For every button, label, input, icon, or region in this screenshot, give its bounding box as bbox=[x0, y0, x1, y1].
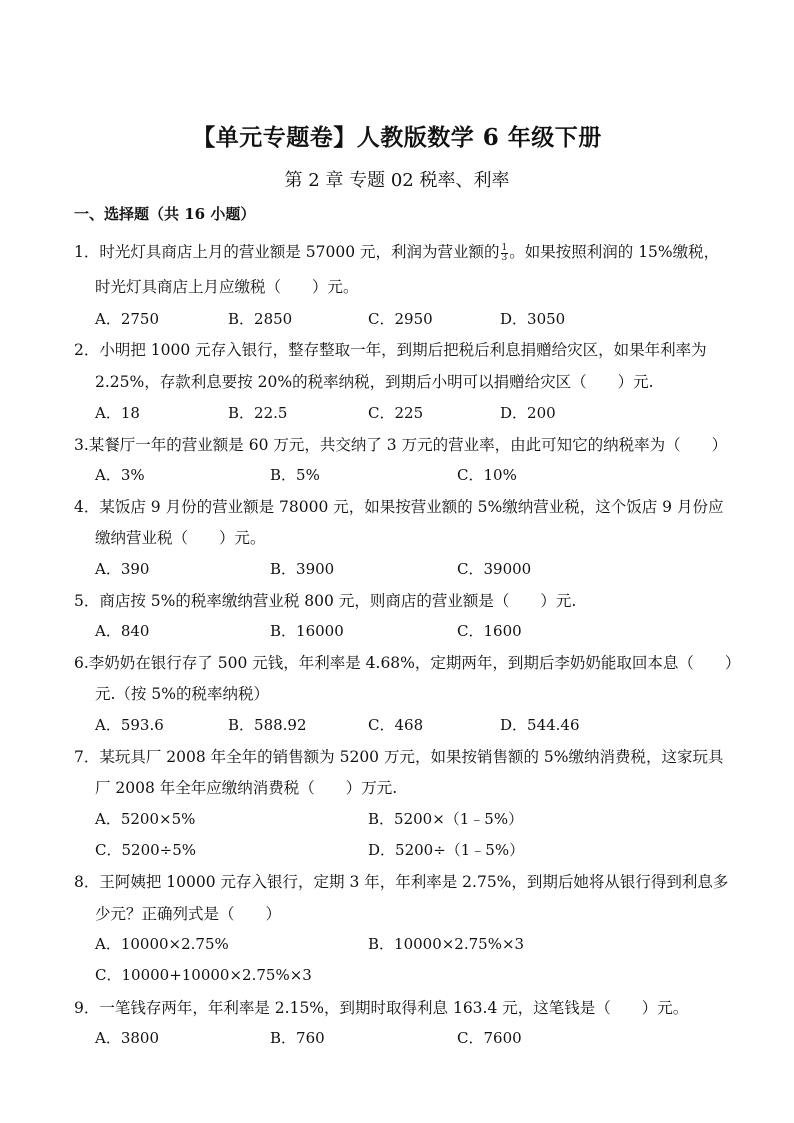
fraction-denominator: 3 bbox=[501, 252, 508, 263]
question-5-option-a[interactable]: A．840 bbox=[95, 622, 150, 640]
question-2-option-d[interactable]: D．200 bbox=[500, 404, 556, 422]
question-7-option-b[interactable]: B．5200×（1﹣5%） bbox=[368, 810, 524, 828]
question-9-option-a[interactable]: A．3800 bbox=[95, 1029, 160, 1047]
question-9-line-1: 9．一笔钱存两年，年利率是 2.15%，到期时取得利息 163.4 元，这笔钱是（ ）元。 bbox=[74, 999, 689, 1017]
question-4-line-1: 4．某饭店 9 月份的营业额是 78000 元，如果按营业额的 5%缴纳营业税，这个饭店 9 月份应 bbox=[74, 498, 724, 516]
question-2-line-1: 2．小明把 1000 元存入银行，整存整取一年，到期后把税后利息捐赠给灾区，如果年利率为 bbox=[74, 341, 707, 359]
question-1-option-c[interactable]: C．2950 bbox=[368, 310, 433, 328]
question-3-option-b[interactable]: B．5% bbox=[270, 466, 320, 484]
question-7-option-a[interactable]: A．5200×5% bbox=[95, 810, 196, 828]
question-8-line-2: 少元？正确列式是（ ） bbox=[95, 905, 282, 923]
question-1-line-1 bbox=[74, 240, 719, 263]
question-1-line-2: 时光灯具商店上月应缴税（ ）元。 bbox=[95, 278, 359, 296]
question-8-option-c[interactable]: C．10000+10000×2.75%×3 bbox=[95, 966, 312, 984]
question-2-option-c[interactable]: C．225 bbox=[368, 404, 424, 422]
question-4-option-a[interactable]: A．390 bbox=[95, 560, 150, 578]
question-7-option-d[interactable]: D．5200÷（1﹣5%） bbox=[368, 841, 525, 859]
question-4-line-2: 缴纳营业税（ ）元。 bbox=[95, 529, 266, 547]
question-8-option-b[interactable]: B．10000×2.75%×3 bbox=[368, 935, 525, 953]
section-heading: 一、选择题（共 16 小题） bbox=[74, 205, 256, 223]
question-3-option-c[interactable]: C．10% bbox=[457, 466, 517, 484]
question-8-line-1: 8．王阿姨把 10000 元存入银行，定期 3 年，年利率是 2.75%，到期后她将从银行得到利息多 bbox=[74, 873, 729, 891]
question-1-text-post: 。如果按照利润的 15%缴税， bbox=[509, 243, 720, 261]
question-6-line-1: 6.李奶奶在银行存了 500 元钱，年利率是 4.68%，定期两年，到期后李奶奶能取回本息（ ） bbox=[74, 654, 741, 672]
question-1-option-b[interactable]: B．2850 bbox=[228, 310, 293, 328]
question-6-option-a[interactable]: A．593.6 bbox=[95, 716, 164, 734]
question-1-option-d[interactable]: D．3050 bbox=[500, 310, 566, 328]
question-9-option-b[interactable]: B．760 bbox=[270, 1029, 325, 1047]
fraction-numerator: 1 bbox=[501, 242, 508, 253]
question-8-option-a[interactable]: A．10000×2.75% bbox=[95, 935, 229, 953]
question-2-option-b[interactable]: B．22.5 bbox=[228, 404, 288, 422]
question-9-option-c[interactable]: C．7600 bbox=[457, 1029, 522, 1047]
question-6-option-d[interactable]: D．544.46 bbox=[500, 716, 580, 734]
question-5-option-b[interactable]: B．16000 bbox=[270, 622, 344, 640]
question-1-option-a[interactable]: A．2750 bbox=[95, 310, 160, 328]
question-5-option-c[interactable]: C．1600 bbox=[457, 622, 522, 640]
question-2-option-a[interactable]: A．18 bbox=[95, 404, 140, 422]
question-2-line-2: 2.25%，存款利息要按 20%的税率纳税，到期后小明可以捐赠给灾区（ ）元. bbox=[95, 373, 654, 391]
question-1-text-pre: 1．时光灯具商店上月的营业额是 57000 元，利润为营业额的 bbox=[74, 243, 500, 261]
fraction-one-third bbox=[501, 244, 509, 263]
question-7-option-c[interactable]: C．5200÷5% bbox=[95, 841, 197, 859]
question-5-line-1: 5．商店按 5%的税率缴纳营业税 800 元，则商店的营业额是（ ）元. bbox=[74, 592, 577, 610]
question-3-line-1: 3.某餐厅一年的营业额是 60 万元，共交纳了 3 万元的营业率，由此可知它的纳税率为（ ） bbox=[74, 436, 728, 454]
question-6-line-2: 元.（按 5%的税率纳税） bbox=[95, 685, 269, 703]
page-title: 【单元专题卷】人教版数学 6 年级下册 bbox=[192, 124, 602, 151]
question-4-option-c[interactable]: C．39000 bbox=[457, 560, 532, 578]
question-3-option-a[interactable]: A．3% bbox=[95, 466, 145, 484]
question-4-option-b[interactable]: B．3900 bbox=[270, 560, 335, 578]
question-7-line-1: 7．某玩具厂 2008 年全年的销售额为 5200 万元，如果按销售额的 5%缴纳消费税，这家玩具 bbox=[74, 748, 724, 766]
page-subtitle: 第 2 章 专题 02 税率、利率 bbox=[284, 170, 510, 191]
question-6-option-c[interactable]: C．468 bbox=[368, 716, 424, 734]
question-6-option-b[interactable]: B．588.92 bbox=[228, 716, 307, 734]
question-7-line-2: 厂 2008 年全年应缴纳消费税（ ）万元. bbox=[95, 779, 398, 797]
